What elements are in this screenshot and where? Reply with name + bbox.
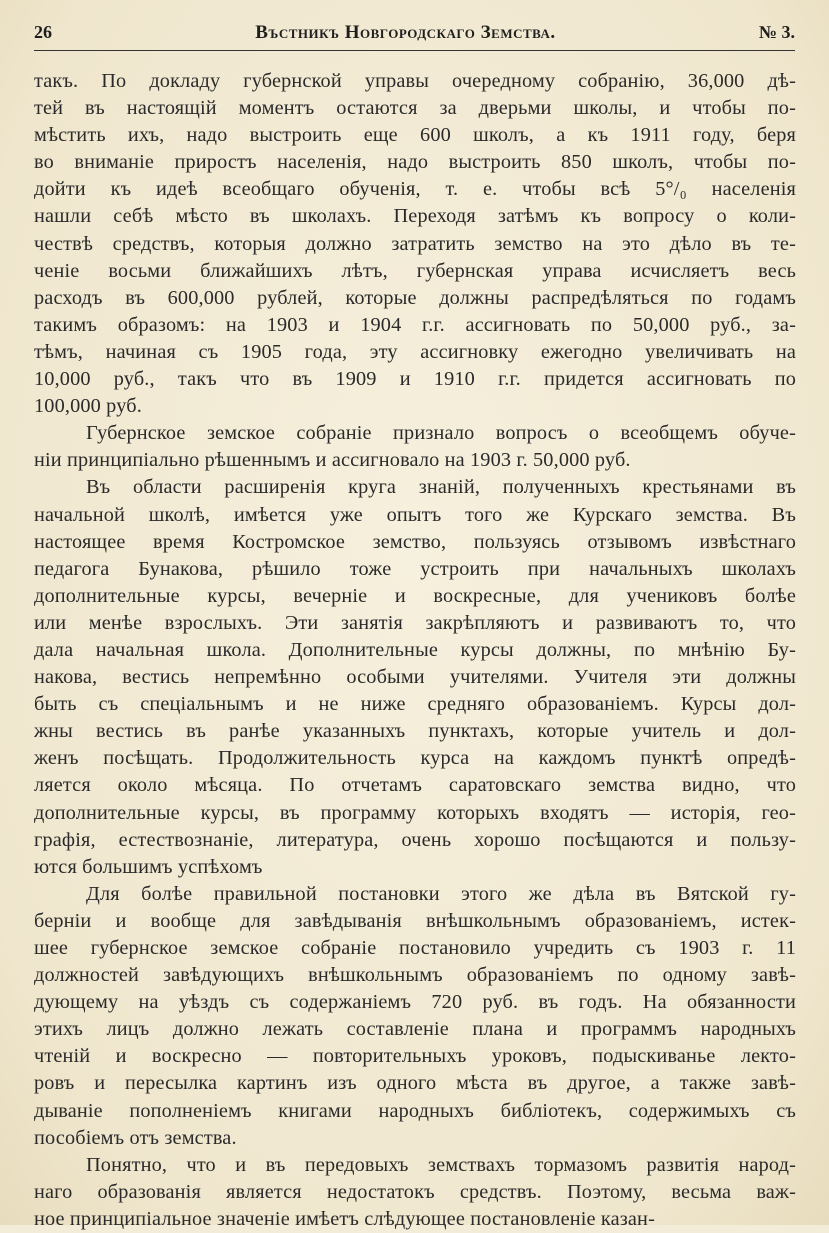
text-line: ченіе восьми ближайшихъ лѣтъ, губернская управа исчисляетъ весь	[34, 259, 796, 282]
page-header	[34, 22, 795, 50]
text-line: или менѣе взрослыхъ. Эти занятія закрѣпляютъ и развиваютъ то, что	[34, 611, 796, 634]
text-line: дойти къ идеѣ всеобщаго обученія, т. е. чтобы всѣ 5°/₀ населенія	[34, 178, 796, 201]
text-line: дующему на уѣздъ съ содержаніемъ 720 руб. въ годъ. На обязанности	[34, 991, 796, 1014]
text-line: ніи принципіально рѣшеннымъ и ассигновало на 1903 г. 50,000 руб.	[34, 449, 631, 472]
paragraph	[34, 1152, 796, 1233]
header-rule	[34, 50, 795, 51]
text-line: начальной школѣ, имѣется уже опытъ того же Курскаго земства. Въ	[34, 503, 796, 526]
issue-number: № 3.	[758, 22, 795, 42]
text-line: Губернское земское собраніе признало вопросъ о всеобщемъ обуче-	[86, 422, 796, 445]
text-line: пособіемъ отъ земства.	[34, 1126, 237, 1149]
text-line: во вниманіе приростъ населенія, надо выстроить 850 школъ, чтобы по-	[34, 151, 796, 174]
text-line: женъ посѣщать. Продолжительность курса на каждомъ пунктѣ опредѣ-	[34, 747, 796, 770]
text-line: графія, естествознаніе, литература, очень хорошо посѣщаются и пользу-	[34, 828, 796, 851]
text-line: накова, вестись непремѣнно особыми учителями. Учителя эти должны	[34, 666, 796, 689]
text-line: наго образованія является недостатокъ средствъ. Поэтому, весьма важ-	[34, 1180, 796, 1203]
text-line: чествѣ средствъ, которыя должно затратить земство на это дѣло въ те-	[34, 232, 796, 255]
text-line: ровъ и пересылка картинъ изъ одного мѣста въ другое, а также завѣ-	[34, 1072, 796, 1095]
paragraph	[34, 474, 796, 880]
text-line: 10,000 руб., такъ что въ 1909 и 1910 г.г. придется ассигновать по	[34, 368, 796, 391]
text-line: расходъ въ 600,000 рублей, которые должны распредѣляться по годамъ	[34, 286, 796, 309]
text-line: этихъ лицъ должно лежать составленіе плана и программъ народныхъ	[34, 1018, 796, 1041]
text-line: дала начальная школа. Дополнительные курсы должны, по мнѣнію Бу-	[34, 638, 796, 661]
text-line: ются большимъ успѣхомъ	[34, 855, 263, 878]
text-line: 100,000 руб.	[34, 395, 142, 418]
paragraph	[34, 881, 796, 1152]
text-line: быть съ спеціальнымъ и не ниже средняго образованіемъ. Курсы дол-	[34, 693, 796, 716]
page-number: 26	[34, 22, 52, 42]
text-line: педагога Бунакова, рѣшило тоже устроить при начальныхъ школахъ	[34, 557, 796, 580]
text-line: такъ. По докладу губернской управы очередному собранію, 36,000 дѣ-	[34, 70, 796, 92]
text-line: мѣстить ихъ, надо выстроить еще 600 школъ, а къ 1911 году, беря	[34, 124, 796, 147]
paragraph	[34, 420, 796, 474]
text-line: настоящее время Костромское земство, пользуясь отзывомъ извѣстнаго	[34, 530, 796, 553]
text-line: Для болѣе правильной постановки этого же дѣла въ Вятской гу-	[86, 882, 796, 905]
text-line: дополнительные курсы, вечерніе и воскресные, для учениковъ болѣе	[34, 584, 796, 607]
text-line: берніи и вообще для завѣдыванія внѣшкольнымъ образованіемъ, истек-	[34, 909, 796, 932]
text-line: такимъ образомъ: на 1903 и 1904 г.г. ассигновать по 50,000 руб., за-	[34, 313, 796, 336]
text-line: должностей завѣдующихъ внѣшкольнымъ образованіемъ по одному завѣ-	[34, 964, 796, 987]
text-line: дополнительные курсы, въ программу которыхъ входятъ — исторія, гео-	[34, 801, 796, 824]
paragraph	[34, 68, 796, 420]
text-line: чтеній и воскресно — повторительныхъ уроковъ, подыскиванье лекто-	[34, 1045, 796, 1068]
text-line: шее губернское земское собраніе постановило учредить съ 1903 г. 11	[34, 937, 796, 959]
text-line: дываніе пополненіемъ книгами народныхъ библіотекъ, содержимыхъ съ	[34, 1099, 796, 1122]
text-line: нашли себѣ мѣсто въ школахъ. Переходя затѣмъ къ вопросу о коли-	[34, 205, 796, 228]
text-line: тей въ настоящій моментъ остаются за дверьми школы, и чтобы по-	[34, 97, 796, 120]
body-text	[34, 68, 796, 1233]
text-line: Понятно, что и въ передовыхъ земствахъ тормазомъ развитія народ-	[86, 1153, 796, 1176]
text-line: ное принципіальное значеніе имѣетъ слѣдующее постановленіе казан-	[34, 1207, 655, 1230]
text-line: тѣмъ, начиная съ 1905 года, эту ассигновку ежегодно увеличивать на	[34, 340, 796, 363]
text-line: ляется около мѣсяца. По отчетамъ саратовскаго земства видно, что	[34, 774, 796, 797]
text-line: Въ области расширенія круга знаній, полученныхъ крестьянами въ	[86, 476, 796, 499]
text-line: жны вестись въ ранѣе указанныхъ пунктахъ, которые учитель и дол-	[34, 720, 796, 743]
journal-title: Въстникъ Новгородскаго Земства.	[255, 22, 556, 43]
